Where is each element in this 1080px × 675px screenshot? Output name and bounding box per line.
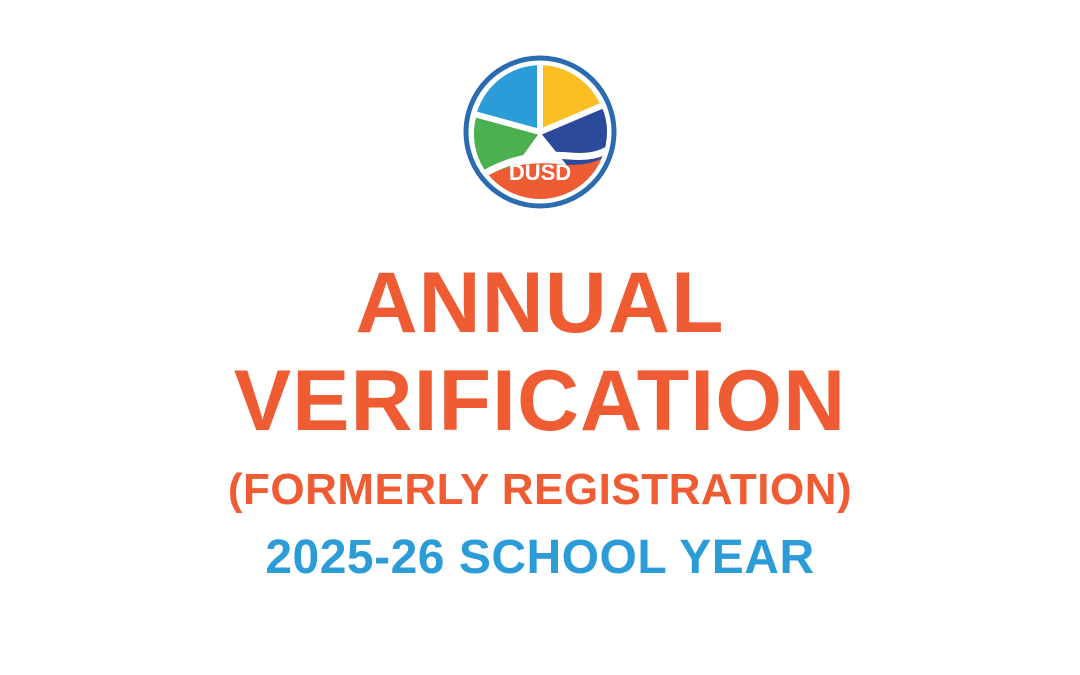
school-year: 2025-26 SCHOOL YEAR — [265, 531, 815, 584]
headline-line-1: ANNUAL — [355, 255, 725, 351]
logo-wordmark: DUSD — [508, 160, 572, 185]
dusd-circular-logo-icon — [460, 52, 620, 212]
subhead: (FORMERLY REGISTRATION) — [227, 465, 853, 514]
headline-line-2: VERIFICATION — [233, 353, 847, 449]
title-block — [0, 255, 1080, 584]
